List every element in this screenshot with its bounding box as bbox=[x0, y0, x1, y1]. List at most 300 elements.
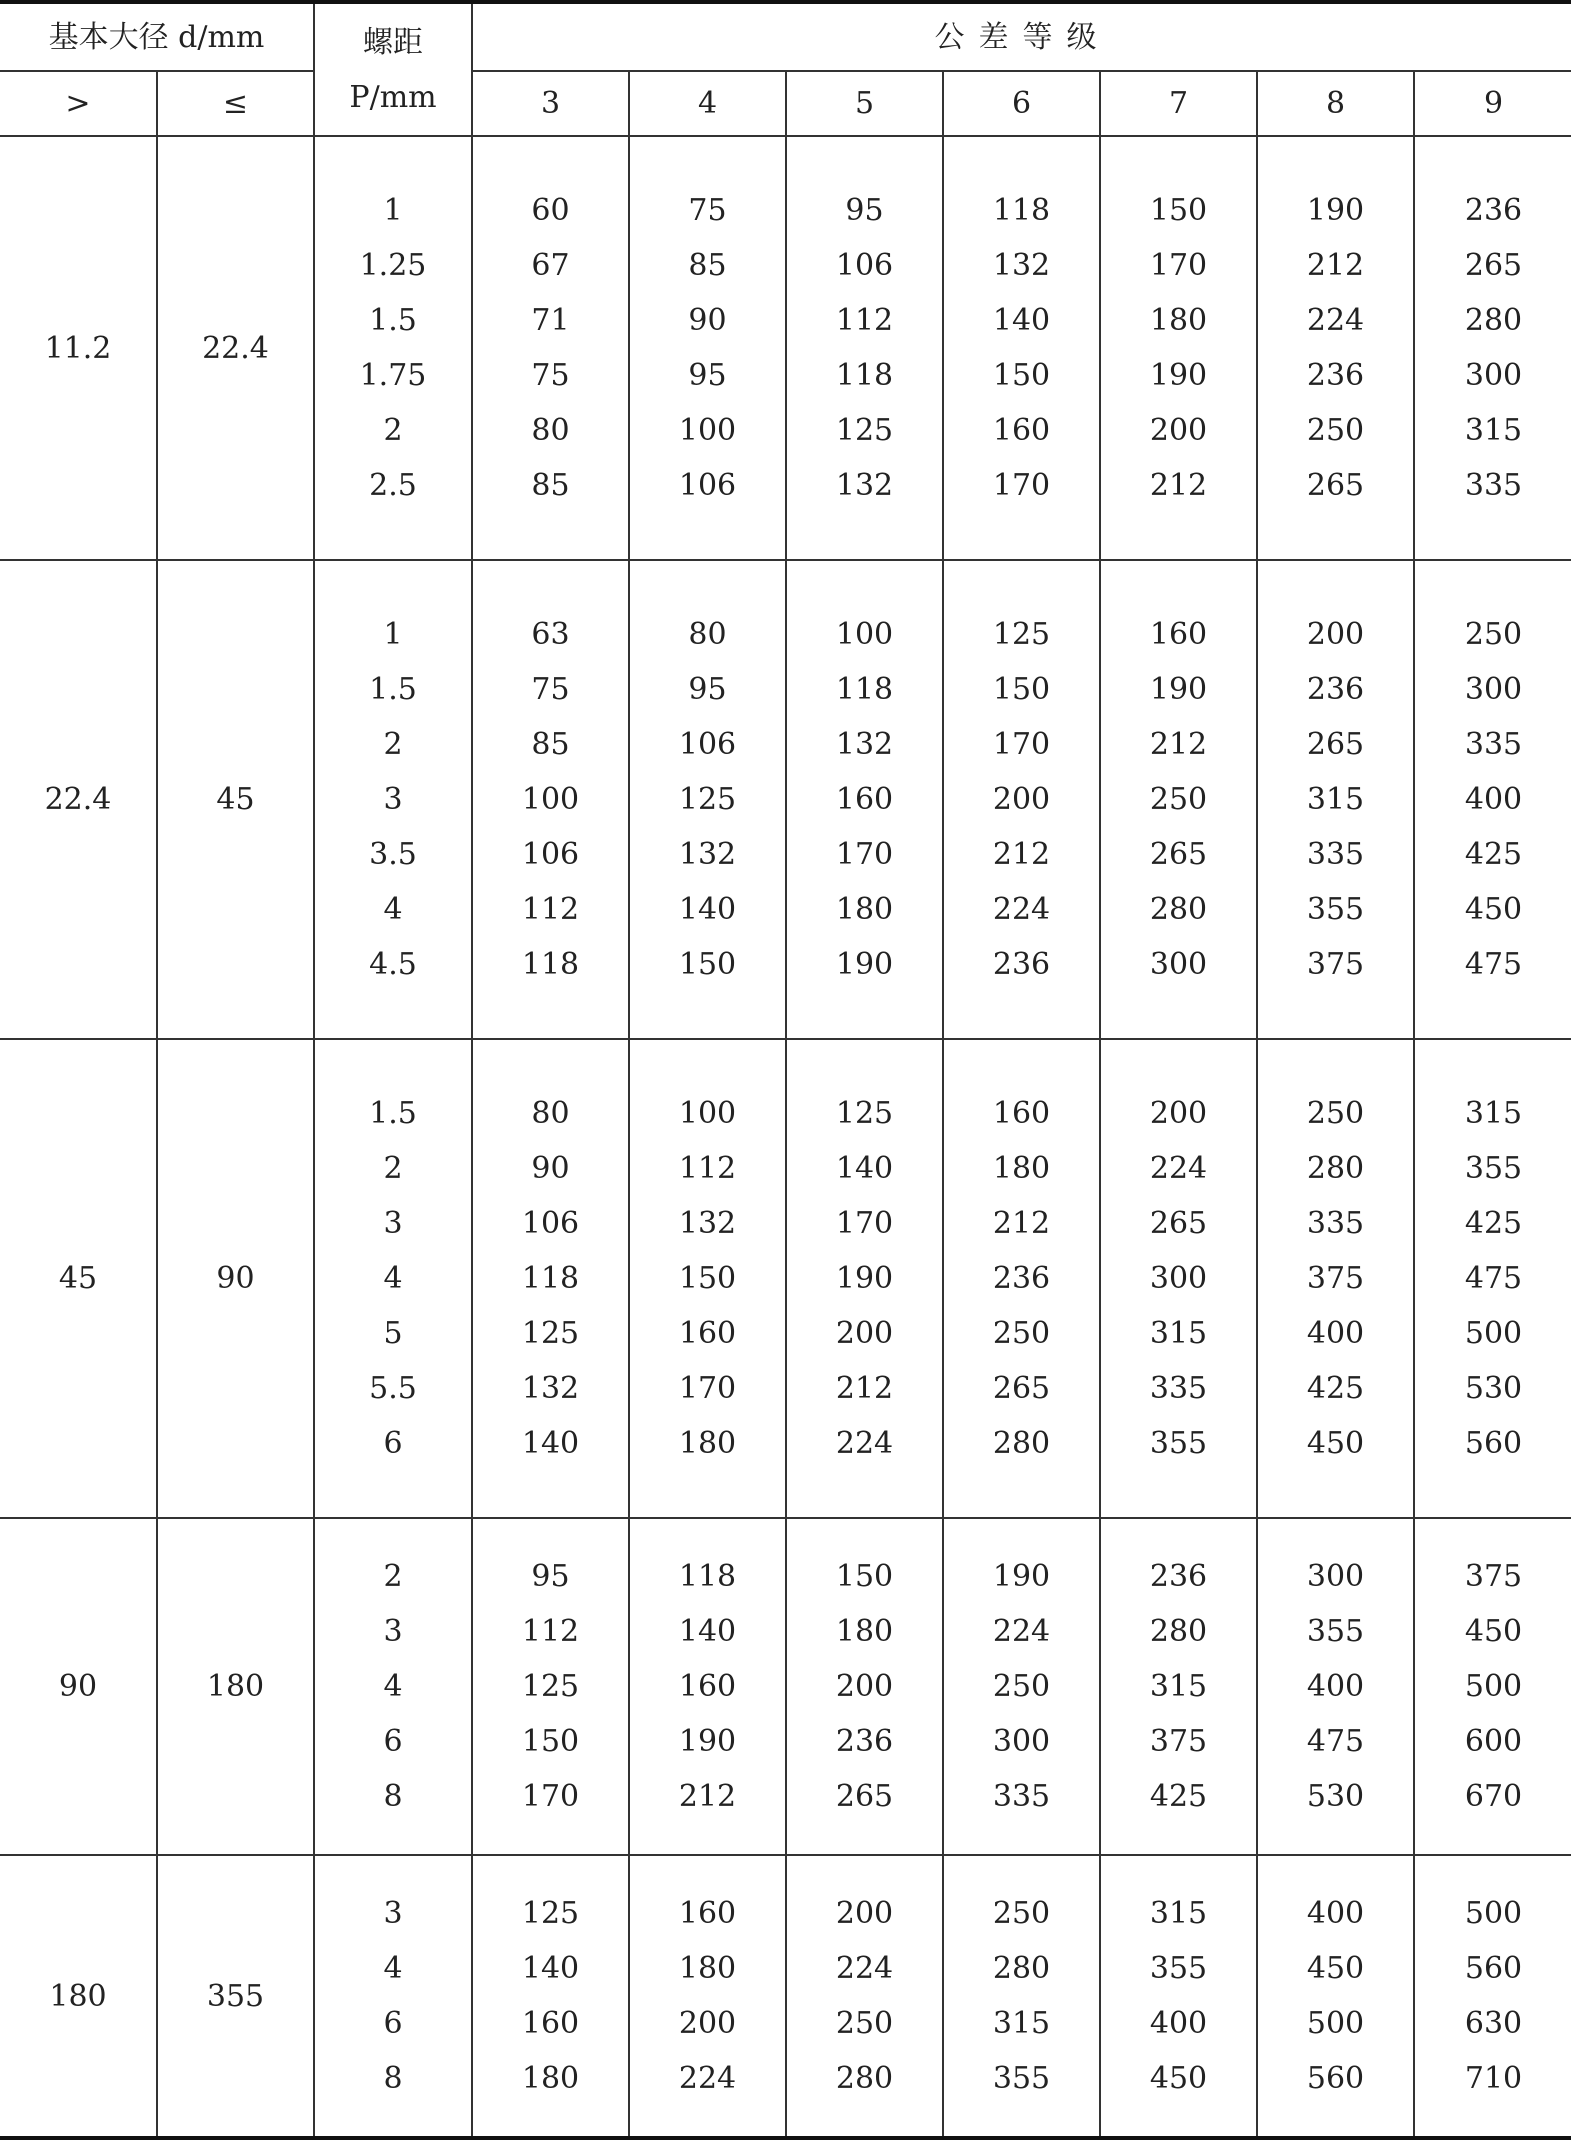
grade-value-cell bbox=[943, 1039, 1100, 1518]
table-cell-value: 190 bbox=[678, 1724, 737, 1759]
grade-value-cell bbox=[786, 136, 943, 560]
table-cell-value: 125 bbox=[835, 413, 894, 448]
table-cell-value: 106 bbox=[835, 248, 894, 283]
table-cell-value: 150 bbox=[678, 1261, 737, 1296]
table-row bbox=[0, 1855, 1571, 2138]
table-cell-value: 118 bbox=[992, 193, 1051, 228]
table-cell-value: 375 bbox=[1306, 1261, 1365, 1296]
table-cell-value: 60 bbox=[531, 193, 570, 228]
table-cell-value: 140 bbox=[678, 892, 737, 927]
table-cell-value: 125 bbox=[678, 782, 737, 817]
table-cell-value: 90 bbox=[531, 1151, 570, 1186]
table-cell-value: 250 bbox=[1306, 413, 1365, 448]
table-cell-value: 140 bbox=[835, 1151, 894, 1186]
table-cell-value: 3 bbox=[383, 1206, 403, 1241]
table-cell-value: 1.75 bbox=[359, 358, 427, 393]
table-cell-value: 500 bbox=[1464, 1316, 1523, 1351]
table-cell-value: 118 bbox=[521, 1261, 580, 1296]
grade-value-cell bbox=[1414, 1855, 1571, 2138]
table-cell-value: 200 bbox=[678, 2006, 737, 2041]
table-cell-value: 355 bbox=[992, 2061, 1051, 2096]
table-cell-value: 140 bbox=[521, 1951, 580, 1986]
table-cell-value: 280 bbox=[992, 1426, 1051, 1461]
pitch-cell bbox=[314, 1855, 472, 2138]
table-cell-value: 3 bbox=[383, 1896, 403, 1931]
grade-value-cell bbox=[472, 560, 629, 1039]
table-cell-value: 212 bbox=[1149, 468, 1208, 503]
table-cell-value: 170 bbox=[835, 1206, 894, 1241]
table-cell-value: 180 bbox=[678, 1426, 737, 1461]
grade-value-cell bbox=[1257, 136, 1414, 560]
table-cell-value: 224 bbox=[1149, 1151, 1208, 1186]
table-cell-value: 236 bbox=[992, 947, 1051, 982]
table-cell-value: 355 bbox=[1464, 1151, 1523, 1186]
grade-header: 4 bbox=[629, 71, 786, 136]
table-cell-value: 85 bbox=[688, 248, 727, 283]
table-cell-value: 300 bbox=[1464, 358, 1523, 393]
grade-value-cell bbox=[629, 136, 786, 560]
table-cell-value: 180 bbox=[1149, 303, 1208, 338]
grade-value-cell bbox=[1100, 1039, 1257, 1518]
table-cell-value: 170 bbox=[992, 468, 1051, 503]
table-cell-value: 1 bbox=[383, 617, 403, 652]
grade-value-cell bbox=[1414, 1039, 1571, 1518]
table-cell-value: 160 bbox=[521, 2006, 580, 2041]
table-cell-value: 100 bbox=[678, 413, 737, 448]
table-cell-value: 475 bbox=[1464, 1261, 1523, 1296]
table-cell-value: 375 bbox=[1306, 947, 1365, 982]
table-cell-value: 280 bbox=[1149, 1614, 1208, 1649]
grade-header: 9 bbox=[1414, 71, 1571, 136]
grade-value-cell bbox=[629, 560, 786, 1039]
table-cell-value: 212 bbox=[1306, 248, 1365, 283]
table-cell-value: 450 bbox=[1149, 2061, 1208, 2096]
table-cell-value: 4 bbox=[383, 1669, 403, 1704]
table-cell-value: 125 bbox=[521, 1896, 580, 1931]
diameter-gt-cell: 11.2 bbox=[0, 136, 157, 560]
table-cell-value: 132 bbox=[521, 1371, 580, 1406]
table-cell-value: 265 bbox=[835, 1779, 894, 1814]
table-cell-value: 212 bbox=[1149, 727, 1208, 762]
grade-value-cell bbox=[1257, 1855, 1414, 2138]
table-cell-value: 425 bbox=[1464, 837, 1523, 872]
diameter-gt-header: > bbox=[0, 71, 157, 136]
table-cell-value: 2.5 bbox=[369, 468, 417, 503]
table-header bbox=[0, 2, 1571, 136]
table-cell-value: 95 bbox=[688, 672, 727, 707]
grade-value-cell bbox=[1414, 560, 1571, 1039]
table-cell-value: 2 bbox=[383, 1559, 403, 1594]
table-cell-value: 190 bbox=[1306, 193, 1365, 228]
diameter-le-cell: 45 bbox=[157, 560, 314, 1039]
table-cell-value: 355 bbox=[1306, 892, 1365, 927]
grade-value-cell bbox=[1257, 1039, 1414, 1518]
table-cell-value: 315 bbox=[992, 2006, 1051, 2041]
table-cell-value: 2 bbox=[383, 1151, 403, 1186]
table-cell-value: 315 bbox=[1306, 782, 1365, 817]
table-cell-value: 335 bbox=[1464, 468, 1523, 503]
table-cell-value: 95 bbox=[531, 1559, 570, 1594]
table-cell-value: 212 bbox=[992, 1206, 1051, 1241]
table-cell-value: 200 bbox=[1149, 413, 1208, 448]
grade-header: 8 bbox=[1257, 71, 1414, 136]
table-cell-value: 106 bbox=[521, 1206, 580, 1241]
diameter-le-cell: 180 bbox=[157, 1518, 314, 1855]
table-cell-value: 500 bbox=[1464, 1669, 1523, 1704]
table-cell-value: 6 bbox=[383, 2006, 403, 2041]
table-cell-value: 112 bbox=[678, 1151, 737, 1186]
diameter-le-header: ≤ bbox=[157, 71, 314, 136]
table-cell-value: 170 bbox=[1149, 248, 1208, 283]
table-cell-value: 355 bbox=[1149, 1951, 1208, 1986]
table-cell-value: 80 bbox=[688, 617, 727, 652]
grade-value-cell bbox=[786, 1518, 943, 1855]
table-cell-value: 180 bbox=[678, 1951, 737, 1986]
table-cell-value: 212 bbox=[678, 1779, 737, 1814]
table-cell-value: 315 bbox=[1149, 1669, 1208, 1704]
table-cell-value: 280 bbox=[1306, 1151, 1365, 1186]
table-cell-value: 190 bbox=[1149, 358, 1208, 393]
table-cell-value: 200 bbox=[835, 1896, 894, 1931]
table-cell-value: 160 bbox=[678, 1669, 737, 1704]
table-cell-value: 160 bbox=[992, 1096, 1051, 1131]
grade-value-cell bbox=[1100, 1855, 1257, 2138]
table-cell-value: 375 bbox=[1149, 1724, 1208, 1759]
table-cell-value: 450 bbox=[1464, 892, 1523, 927]
table-cell-value: 335 bbox=[1306, 1206, 1365, 1241]
table-cell-value: 1.5 bbox=[369, 303, 417, 338]
table-cell-value: 170 bbox=[678, 1371, 737, 1406]
table-cell-value: 125 bbox=[835, 1096, 894, 1131]
table-cell-value: 118 bbox=[678, 1559, 737, 1594]
pitch-cell bbox=[314, 560, 472, 1039]
table-cell-value: 200 bbox=[992, 782, 1051, 817]
table-cell-value: 300 bbox=[1464, 672, 1523, 707]
table-cell-value: 2 bbox=[383, 727, 403, 762]
table-cell-value: 80 bbox=[531, 413, 570, 448]
table-cell-value: 250 bbox=[992, 1896, 1051, 1931]
table-cell-value: 180 bbox=[992, 1151, 1051, 1186]
table-cell-value: 100 bbox=[835, 617, 894, 652]
table-cell-value: 375 bbox=[1464, 1559, 1523, 1594]
table-cell-value: 125 bbox=[521, 1316, 580, 1351]
table-cell-value: 236 bbox=[1306, 358, 1365, 393]
grade-header: 6 bbox=[943, 71, 1100, 136]
pitch-header-label: 螺距 bbox=[363, 24, 423, 60]
table-cell-value: 315 bbox=[1149, 1896, 1208, 1931]
table-cell-value: 5.5 bbox=[369, 1371, 417, 1406]
table-cell-value: 335 bbox=[1149, 1371, 1208, 1406]
table-cell-value: 300 bbox=[1149, 1261, 1208, 1296]
grade-value-cell bbox=[1257, 1518, 1414, 1855]
basic-diameter-header: 基本大径 d/mm bbox=[0, 2, 314, 71]
table-cell-value: 500 bbox=[1464, 1896, 1523, 1931]
grade-value-cell bbox=[472, 1518, 629, 1855]
table-cell-value: 160 bbox=[678, 1316, 737, 1351]
table-cell-value: 236 bbox=[835, 1724, 894, 1759]
table-cell-value: 236 bbox=[1306, 672, 1365, 707]
table-cell-value: 75 bbox=[531, 672, 570, 707]
table-cell-value: 67 bbox=[531, 248, 570, 283]
table-cell-value: 250 bbox=[992, 1669, 1051, 1704]
table-cell-value: 280 bbox=[835, 2061, 894, 2096]
table-cell-value: 355 bbox=[1306, 1614, 1365, 1649]
table-cell-value: 400 bbox=[1464, 782, 1523, 817]
table-cell-value: 100 bbox=[678, 1096, 737, 1131]
table-cell-value: 112 bbox=[835, 303, 894, 338]
table-cell-value: 71 bbox=[531, 303, 570, 338]
grade-value-cell bbox=[472, 1039, 629, 1518]
table-cell-value: 85 bbox=[531, 727, 570, 762]
table-cell-value: 160 bbox=[992, 413, 1051, 448]
diameter-le-cell: 22.4 bbox=[157, 136, 314, 560]
grade-value-cell bbox=[786, 1855, 943, 2138]
table-cell-value: 355 bbox=[1149, 1426, 1208, 1461]
table-cell-value: 190 bbox=[992, 1559, 1051, 1594]
table-cell-value: 400 bbox=[1149, 2006, 1208, 2041]
table-cell-value: 300 bbox=[1306, 1559, 1365, 1594]
grade-value-cell bbox=[629, 1039, 786, 1518]
table-row bbox=[0, 1518, 1571, 1855]
table-cell-value: 335 bbox=[992, 1779, 1051, 1814]
grade-value-cell bbox=[1100, 560, 1257, 1039]
table-cell-value: 106 bbox=[678, 727, 737, 762]
diameter-le-cell: 90 bbox=[157, 1039, 314, 1518]
table-row bbox=[0, 560, 1571, 1039]
table-cell-value: 125 bbox=[992, 617, 1051, 652]
table-cell-value: 112 bbox=[521, 1614, 580, 1649]
table-cell-value: 180 bbox=[835, 1614, 894, 1649]
grade-value-cell bbox=[1414, 1518, 1571, 1855]
table-cell-value: 140 bbox=[992, 303, 1051, 338]
table-cell-value: 236 bbox=[1149, 1559, 1208, 1594]
table-cell-value: 80 bbox=[531, 1096, 570, 1131]
table-cell-value: 132 bbox=[678, 1206, 737, 1241]
grade-value-cell bbox=[1100, 136, 1257, 560]
table-cell-value: 6 bbox=[383, 1724, 403, 1759]
table-cell-value: 250 bbox=[1149, 782, 1208, 817]
table-cell-value: 106 bbox=[678, 468, 737, 503]
table-cell-value: 530 bbox=[1464, 1371, 1523, 1406]
table-cell-value: 4 bbox=[383, 1951, 403, 1986]
table-cell-value: 500 bbox=[1306, 2006, 1365, 2041]
table-cell-value: 224 bbox=[992, 1614, 1051, 1649]
table-cell-value: 600 bbox=[1464, 1724, 1523, 1759]
table-cell-value: 190 bbox=[835, 1261, 894, 1296]
diameter-gt-cell: 22.4 bbox=[0, 560, 157, 1039]
grade-header: 5 bbox=[786, 71, 943, 136]
table-cell-value: 280 bbox=[1149, 892, 1208, 927]
table-cell-value: 132 bbox=[835, 468, 894, 503]
table-cell-value: 560 bbox=[1306, 2061, 1365, 2096]
table-cell-value: 3 bbox=[383, 782, 403, 817]
table-cell-value: 630 bbox=[1464, 2006, 1523, 2041]
table-cell-value: 180 bbox=[521, 2061, 580, 2096]
table-cell-value: 118 bbox=[835, 672, 894, 707]
table-cell-value: 315 bbox=[1464, 1096, 1523, 1131]
table-cell-value: 150 bbox=[835, 1559, 894, 1594]
table-cell-value: 212 bbox=[992, 837, 1051, 872]
table-cell-value: 190 bbox=[835, 947, 894, 982]
table-cell-value: 250 bbox=[1306, 1096, 1365, 1131]
table-cell-value: 1 bbox=[383, 193, 403, 228]
table-cell-value: 265 bbox=[1149, 1206, 1208, 1241]
table-row bbox=[0, 136, 1571, 560]
table-cell-value: 170 bbox=[992, 727, 1051, 762]
table-cell-value: 190 bbox=[1149, 672, 1208, 707]
table-cell-value: 150 bbox=[521, 1724, 580, 1759]
table-cell-value: 132 bbox=[835, 727, 894, 762]
table-cell-value: 8 bbox=[383, 1779, 403, 1814]
table-cell-value: 475 bbox=[1306, 1724, 1365, 1759]
table-cell-value: 95 bbox=[845, 193, 884, 228]
grade-value-cell bbox=[943, 560, 1100, 1039]
table-cell-value: 132 bbox=[678, 837, 737, 872]
table-cell-value: 112 bbox=[521, 892, 580, 927]
pitch-cell bbox=[314, 1039, 472, 1518]
table-cell-value: 212 bbox=[835, 1371, 894, 1406]
table-cell-value: 100 bbox=[521, 782, 580, 817]
table-cell-value: 236 bbox=[992, 1261, 1051, 1296]
table-cell-value: 200 bbox=[1149, 1096, 1208, 1131]
grade-header: 7 bbox=[1100, 71, 1257, 136]
grade-value-cell bbox=[1257, 560, 1414, 1039]
table-cell-value: 300 bbox=[992, 1724, 1051, 1759]
table-cell-value: 300 bbox=[1149, 947, 1208, 982]
table-cell-value: 265 bbox=[1149, 837, 1208, 872]
table-cell-value: 315 bbox=[1149, 1316, 1208, 1351]
table-cell-value: 150 bbox=[1149, 193, 1208, 228]
table-cell-value: 250 bbox=[1464, 617, 1523, 652]
table-body bbox=[0, 136, 1571, 2138]
table-cell-value: 560 bbox=[1464, 1951, 1523, 1986]
grade-header: 3 bbox=[472, 71, 629, 136]
table-cell-value: 95 bbox=[688, 358, 727, 393]
table-cell-value: 710 bbox=[1464, 2061, 1523, 2096]
table-cell-value: 224 bbox=[835, 1426, 894, 1461]
grade-value-cell bbox=[472, 1855, 629, 2138]
diameter-le-cell: 355 bbox=[157, 1855, 314, 2138]
table-cell-value: 450 bbox=[1306, 1951, 1365, 1986]
table-cell-value: 400 bbox=[1306, 1316, 1365, 1351]
grade-value-cell bbox=[943, 136, 1100, 560]
table-cell-value: 224 bbox=[835, 1951, 894, 1986]
table-cell-value: 63 bbox=[531, 617, 570, 652]
table-cell-value: 160 bbox=[1149, 617, 1208, 652]
table-cell-value: 140 bbox=[678, 1614, 737, 1649]
table-cell-value: 425 bbox=[1149, 1779, 1208, 1814]
table-cell-value: 280 bbox=[992, 1951, 1051, 1986]
grade-value-cell bbox=[1414, 136, 1571, 560]
table-cell-value: 90 bbox=[688, 303, 727, 338]
table-cell-value: 75 bbox=[531, 358, 570, 393]
table-cell-value: 200 bbox=[1306, 617, 1365, 652]
table-cell-value: 560 bbox=[1464, 1426, 1523, 1461]
table-cell-value: 280 bbox=[1464, 303, 1523, 338]
table-cell-value: 224 bbox=[992, 892, 1051, 927]
grade-value-cell bbox=[629, 1518, 786, 1855]
pitch-header bbox=[314, 2, 472, 136]
table-cell-value: 335 bbox=[1464, 727, 1523, 762]
table-cell-value: 425 bbox=[1464, 1206, 1523, 1241]
table-cell-value: 250 bbox=[992, 1316, 1051, 1351]
table-cell-value: 125 bbox=[521, 1669, 580, 1704]
table-cell-value: 118 bbox=[835, 358, 894, 393]
table-cell-value: 180 bbox=[835, 892, 894, 927]
table-cell-value: 265 bbox=[1306, 727, 1365, 762]
table-cell-value: 335 bbox=[1306, 837, 1365, 872]
diameter-gt-cell: 90 bbox=[0, 1518, 157, 1855]
grade-value-cell bbox=[786, 560, 943, 1039]
table-cell-value: 4.5 bbox=[369, 947, 417, 982]
table-cell-value: 1.5 bbox=[369, 672, 417, 707]
table-cell-value: 160 bbox=[678, 1896, 737, 1931]
table-row bbox=[0, 1039, 1571, 1518]
table-cell-value: 6 bbox=[383, 1426, 403, 1461]
pitch-header-unit: P/mm bbox=[349, 79, 437, 115]
diameter-gt-cell: 180 bbox=[0, 1855, 157, 2138]
table-cell-value: 265 bbox=[1306, 468, 1365, 503]
table-cell-value: 140 bbox=[521, 1426, 580, 1461]
table-cell-value: 200 bbox=[835, 1669, 894, 1704]
grade-value-cell bbox=[943, 1518, 1100, 1855]
pitch-cell bbox=[314, 136, 472, 560]
grade-value-cell bbox=[472, 136, 629, 560]
table-cell-value: 150 bbox=[678, 947, 737, 982]
table-cell-value: 170 bbox=[521, 1779, 580, 1814]
table-cell-value: 530 bbox=[1306, 1779, 1365, 1814]
table-cell-value: 265 bbox=[992, 1371, 1051, 1406]
table-cell-value: 2 bbox=[383, 413, 403, 448]
table-cell-value: 4 bbox=[383, 892, 403, 927]
table-cell-value: 132 bbox=[992, 248, 1051, 283]
pitch-cell bbox=[314, 1518, 472, 1855]
table-cell-value: 8 bbox=[383, 2061, 403, 2096]
table-cell-value: 425 bbox=[1306, 1371, 1365, 1406]
diameter-gt-cell: 45 bbox=[0, 1039, 157, 1518]
table-cell-value: 106 bbox=[521, 837, 580, 872]
table-cell-value: 150 bbox=[992, 358, 1051, 393]
table-cell-value: 670 bbox=[1464, 1779, 1523, 1814]
table-cell-value: 5 bbox=[383, 1316, 403, 1351]
table-cell-value: 224 bbox=[678, 2061, 737, 2096]
table-cell-value: 250 bbox=[835, 2006, 894, 2041]
table-cell-value: 160 bbox=[835, 782, 894, 817]
table-cell-value: 1.25 bbox=[359, 248, 427, 283]
table-cell-value: 400 bbox=[1306, 1896, 1365, 1931]
table-cell-value: 200 bbox=[835, 1316, 894, 1351]
table-cell-value: 315 bbox=[1464, 413, 1523, 448]
table-cell-value: 118 bbox=[521, 947, 580, 982]
table-cell-value: 4 bbox=[383, 1261, 403, 1296]
table-cell-value: 170 bbox=[835, 837, 894, 872]
grade-value-cell bbox=[629, 1855, 786, 2138]
table-cell-value: 475 bbox=[1464, 947, 1523, 982]
table-cell-value: 3 bbox=[383, 1614, 403, 1649]
table-cell-value: 150 bbox=[992, 672, 1051, 707]
grade-value-cell bbox=[786, 1039, 943, 1518]
table-cell-value: 450 bbox=[1464, 1614, 1523, 1649]
table-cell-value: 75 bbox=[688, 193, 727, 228]
tolerance-grade-header: 公差等级 bbox=[472, 2, 1571, 71]
table-cell-value: 1.5 bbox=[369, 1096, 417, 1131]
table-cell-value: 450 bbox=[1306, 1426, 1365, 1461]
table-cell-value: 85 bbox=[531, 468, 570, 503]
table-cell-value: 3.5 bbox=[369, 837, 417, 872]
table-cell-value: 265 bbox=[1464, 248, 1523, 283]
table-cell-value: 400 bbox=[1306, 1669, 1365, 1704]
table-cell-value: 236 bbox=[1464, 193, 1523, 228]
